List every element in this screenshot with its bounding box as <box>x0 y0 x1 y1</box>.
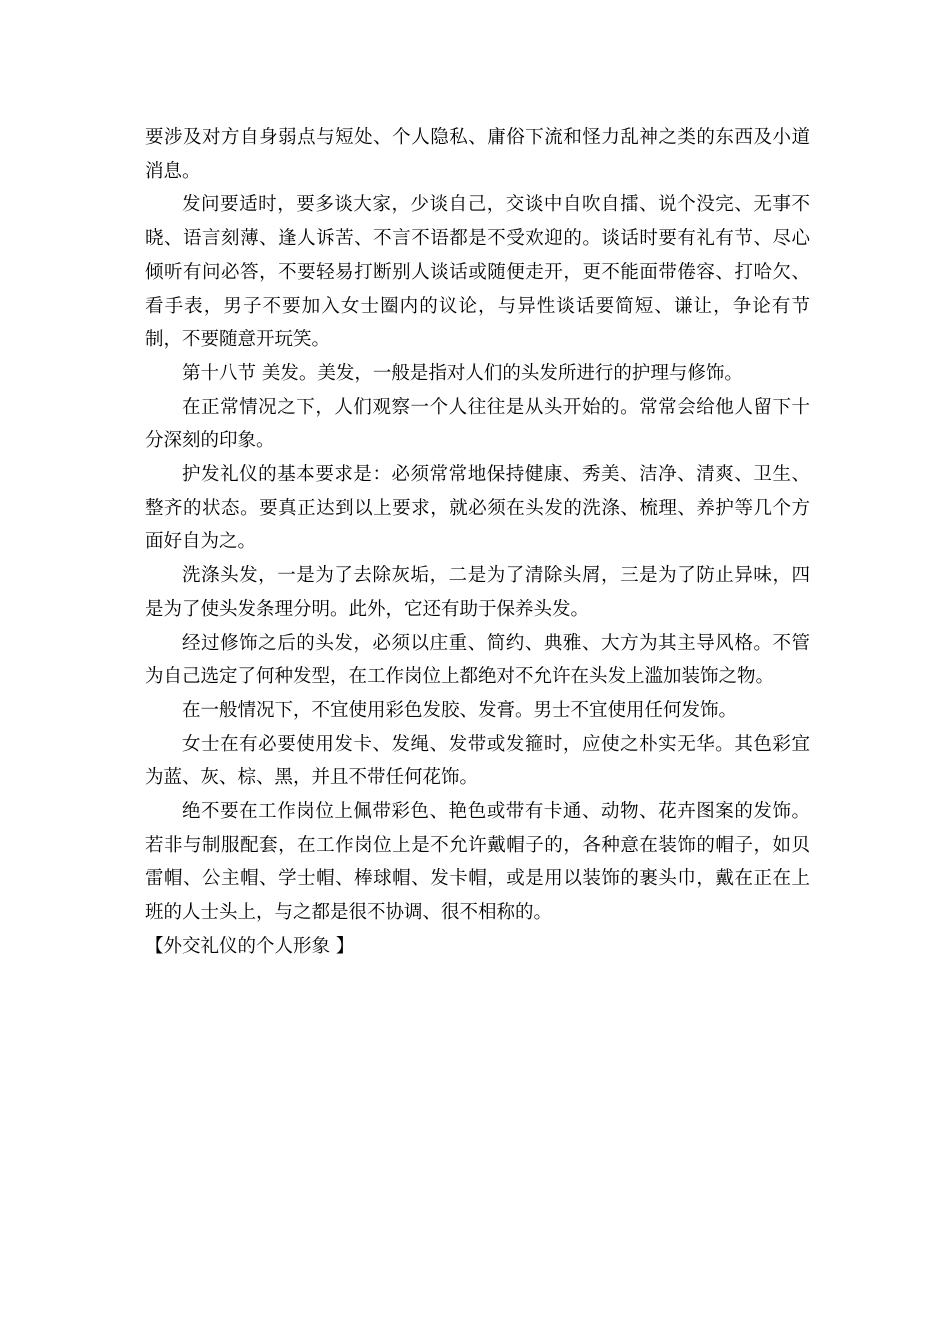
paragraph-hair-accessories-women: 女士在有必要使用发卡、发绳、发带或发箍时，应使之朴实无华。其色彩宜为蓝、灰、棕、黑，并且不带任何花饰。 <box>145 733 810 789</box>
paragraph-hair-products: 在一般情况下，不宜使用彩色发胶、发膏。男士不宜使用任何发饰。 <box>182 699 738 721</box>
paragraph-hair-washing: 洗涤头发，一是为了去除灰垢，二是为了清除头屑，三是为了防止异味，四是为了使头发条理分明。此外，它还有助于保养头发。 <box>145 565 810 620</box>
paragraph-section-18-hair: 第十八节 美发。美发，一般是指对人们的头发所进行的护理与修饰。 <box>182 362 743 384</box>
paragraph-continuation: 要涉及对方自身弱点与短处、个人隐私、庸俗下流和怪力乱神之类的东西及小道消息。 <box>145 127 810 182</box>
paragraph-hats-at-work: 绝不要在工作岗位上佩带彩色、艳色或带有卡通、动物、花卉图案的发饰。若非与制服配套，在工作岗位上是不允许戴帽子的，各种意在装饰的帽子，如贝雷帽、公主帽、学士帽、棒球帽、发卡帽，或是用以装饰的裹头巾，戴在正在上班的人士头上，与之都是很不协调、很不相称的。 <box>145 801 810 924</box>
section-heading: 【外交礼仪的个人形象 】 <box>145 935 355 957</box>
paragraph-hair-style: 经过修饰之后的头发，必须以庄重、简约、典雅、大方为其主导风格。不管为自己选定了何种发型，在工作岗位上都绝对不允许在头发上滥加装饰之物。 <box>145 632 810 688</box>
document-body <box>145 121 810 964</box>
paragraph-conversation-etiquette: 发问要适时，要多谈大家，少谈自己，交谈中自吹自擂、说个没完、无事不晓、语言刻薄、逢人诉苦、不言不语都是不受欢迎的。谈话时要有礼有节、尽心倾听有问必答，不要轻易打断别人谈话或随便走开，更不能面带倦容、打哈欠、看手表，男子不要加入女士圈内的议论，与异性谈话要简短、谦让，争论有节制，不要随意开玩笑。 <box>145 194 810 351</box>
paragraph-first-impression: 在正常情况之下，人们观察一个人往往是从头开始的。常常会给他人留下十分深刻的印象。 <box>145 396 810 452</box>
paragraph-hair-care-requirements: 护发礼仪的基本要求是：必须常常地保持健康、秀美、洁净、清爽、卫生、整齐的状态。要真正达到以上要求，就必须在头发的洗涤、梳理、养护等几个方面好自为之。 <box>145 464 810 553</box>
